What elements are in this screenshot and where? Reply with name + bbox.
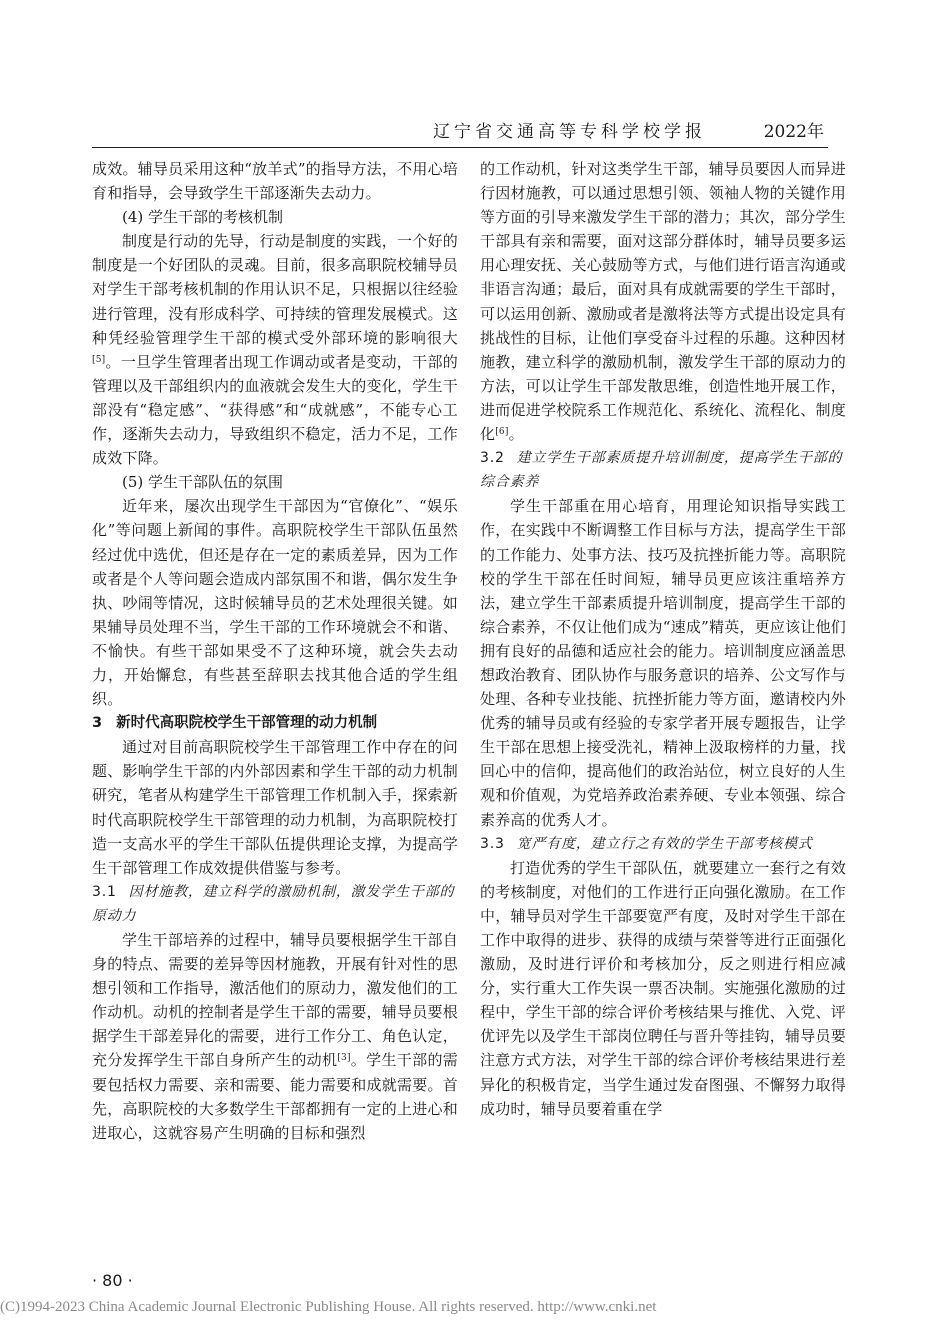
section-number: 3.2 bbox=[480, 450, 505, 467]
section-heading-3-1 bbox=[92, 880, 458, 928]
section-title: 宽严有度，建立行之有效的学生干部考核模式 bbox=[516, 835, 813, 852]
paragraph: 通过对目前高职院校学生干部管理工作中存在的问题、影响学生干部的内外部因素和学生干部的动力机制研究，笔者从构建学生干部管理工作机制入手，探索新时代高职院校学生干部管理的动力机制，为高职院校打造一支高水平的学生干部队伍提供理论支撑，为提高学生干部管理工作成效提供借鉴与参考。 bbox=[92, 738, 458, 877]
citation-ref[interactable]: [6] bbox=[495, 427, 509, 438]
paragraph bbox=[92, 229, 458, 470]
copyright-watermark: (C)1994-2023 China Academic Journal Electronic Publishing House. All rights reserved. http://www.cnki.net bbox=[0, 1299, 657, 1315]
right-column bbox=[480, 157, 846, 1121]
section-number: 3 bbox=[92, 715, 103, 732]
paragraph: 学生干部重在用心培育，用理论知识指导实践工作，在实践中不断调整工作目标与方法，提高学生干部的工作能力、处事方法、技巧及抗挫折能力等。高职院校的学生干部在任时间短，辅导员更应该注重培养方法，建立学生干部素质提升培训制度，提高学生干部的综合素养，不仅让他们成为“速成”精英，更应该让他们拥有良好的品德和适应社会的能力。培训制度应涵盖思想政治教育、团队协作与服务意识的培养、公文写作与处理、各种专业技能、抗挫折能力等方面，邀请校内外优秀的辅导员或有经验的专家学者开展专题报告，让学生干部在思想上接受洗礼，精神上汲取榜样的力量，找回心中的信仰，提高他们的政治站位，树立良好的人生观和价值观，为党培养政治素养硬、专业本领强、综合素养高的优秀人才。 bbox=[480, 497, 846, 829]
subheading-5: (5) 学生干部队伍的氛围 bbox=[122, 473, 284, 492]
paragraph bbox=[480, 157, 846, 446]
paragraph: 成效。辅导员采用这种“放羊式”的指导方法，不用心培育和指导，会导致学生干部逐渐失去动力。 bbox=[92, 160, 458, 203]
left-column bbox=[92, 157, 458, 1145]
paragraph bbox=[92, 928, 458, 1145]
citation-ref[interactable]: [5] bbox=[92, 354, 106, 365]
section-heading-3 bbox=[92, 711, 458, 735]
paragraph-text: 制度是行动的先导，行动是制度的实践，一个好的制度是一个好团队的灵魂。目前，很多高职院校辅导员对学生干部考核机制的作用认识不足，只根据以往经验进行管理，没有形成科学、可持续的管理发展模式。这种凭经验管理学生干部的模式受外部环境的影响很大 bbox=[92, 232, 458, 347]
paragraph: 近年来，屡次出现学生干部因为“官僚化”、“娱乐化”等问题上新闻的事件。高职院校学生干部队伍虽然经过优中选优，但还是存在一定的素质差异，因为工作或者是个人等问题会造成内部氛围不和谐，偶尔发生争执、吵闹等情况，这时候辅导员的艺术处理很关键。如果辅导员处理不当，学生干部的工作环境就会不和谐、不愉快。有些干部如果受不了这种环境，就会失去动力，开始懈怠，有些甚至辞职去找其他合适的学生组织。 bbox=[92, 497, 458, 709]
journal-year: 2022年 bbox=[763, 122, 824, 142]
paragraph-text: 学生干部培养的过程中，辅导员要根据学生干部自身的特点、需要的差异等因材施教，开展有针对性的思想引领和工作指导，激活他们的原动力，激发他们的工作动机。动机的控制者是学生干部的需要，辅导员要根据学生干部差异化的需要，进行工作分工、角色认定，充分发挥学生干部自身所产生的动机 bbox=[92, 931, 458, 1070]
section-number: 3.1 bbox=[92, 883, 117, 900]
paragraph-text: 。一旦学生管理者出现工作调动或者是变动，干部的管理以及干部组织内的血液就会发生大的变化，学生干部没有“稳定感”、“获得感”和“成就感”，不能专心工作，逐渐失去动力，导致组织不稳定，活力不足，工作成效下降。 bbox=[92, 352, 458, 468]
subheading-4: (4) 学生干部的考核机制 bbox=[122, 208, 284, 227]
paragraph-text: 。学生干部的需要包括权力需要、亲和需要、能力需要和成就需要。首先，高职院校的大多数学生干部都拥有一定的上进心和进取心，这就容易产生明确的目标和强烈 bbox=[92, 1051, 458, 1142]
section-title: 新时代高职院校学生干部管理的动力机制 bbox=[116, 715, 378, 732]
section-number: 3.3 bbox=[480, 835, 505, 852]
section-heading-3-2 bbox=[480, 446, 846, 494]
citation-ref[interactable]: [3] bbox=[337, 1053, 351, 1064]
section-title: 建立学生干部素质提升培训制度，提高学生干部的综合素养 bbox=[480, 450, 843, 491]
running-header bbox=[92, 117, 828, 148]
section-heading-3-3 bbox=[480, 832, 846, 856]
paragraph-text: 。 bbox=[508, 425, 524, 444]
paragraph-text: 的工作动机，针对这类学生干部，辅导员要因人而异进行因材施教，可以通过思想引领、领袖人物的关键作用等方面的引导来激发学生干部的潜力；其次，部分学生干部具有亲和需要，面对这部分群体时，辅导员要多运用心理安抚、关心鼓励等方式，与他们进行语言沟通或非语言沟通；最后，面对具有成就需要的学生干部时，可以运用创新、激励或者是激将法等方式提出设定具有挑战性的目标，让他们享受奋斗过程的乐趣。这种因材施教，建立科学的激励机制，激发学生干部的原动力的方法，可以让学生干部发散思维，创造性地开展工作，进而促进学校院系工作规范化、系统化、流程化、制度化 bbox=[480, 160, 846, 444]
paragraph: 打造优秀的学生干部队伍，就要建立一套行之有效的考核制度，对他们的工作进行正向强化激励。在工作中，辅导员对学生干部要宽严有度，及时对学生干部在工作中取得的进步、获得的成绩与荣誉等进行正面强化激励，及时进行评价和考核加分，反之则进行相应减分，实行重大工作失误一票否决制。实施强化激励的过程中，学生干部的综合评价考核结果与推优、入党、评优评先以及学生干部岗位聘任与晋升等挂钩，辅导员要注意方式方法，对学生干部的综合评价考核结果进行差异化的积极肯定，当学生通过发奋图强、不懈努力取得成功时，辅导员要着重在学 bbox=[480, 858, 846, 1118]
page-number: · 80 · bbox=[92, 1271, 133, 1290]
section-title: 因材施教，建立科学的激励机制，激发学生干部的原动力 bbox=[92, 883, 455, 924]
journal-title: 辽宁省交通高等专科学校学报 bbox=[433, 122, 706, 142]
